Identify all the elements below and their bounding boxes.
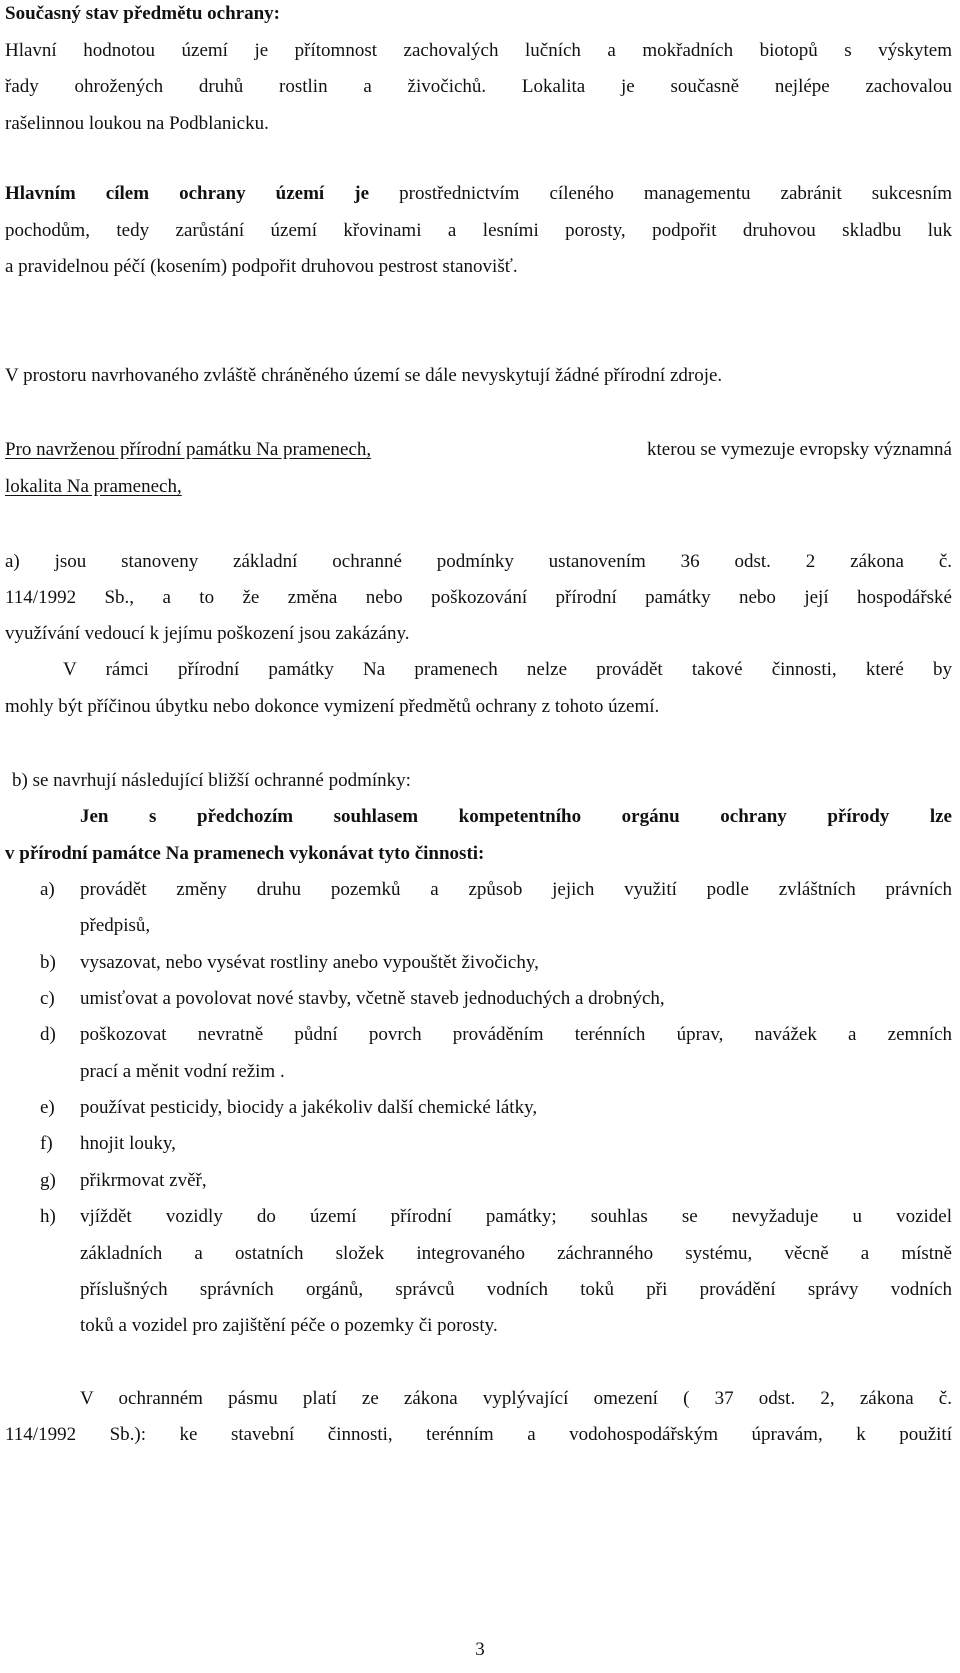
list-item-line: příslušných správních orgánů, správců vodních toků při provádění správy vodních [80,1279,952,1300]
list-marker: a) [40,879,55,900]
paragraph-line: V prostoru navrhovaného zvláště chráněného území se dále nevyskytují žádné přírodní zdroje. [5,365,723,386]
paragraph-line: rašelinnou loukou na Podblanicku. [5,113,269,134]
list-marker: f) [40,1133,53,1154]
conditions-intro: b) se navrhují následující bližší ochranné podmínky: [12,770,411,791]
list-item-line: vysazovat, nebo vysévat rostliny anebo vypouštět živočichy, [80,952,539,973]
goal-line-1-rest: prostřednictvím cíleného managementu zabránit sukcesním [369,183,952,204]
list-marker: d) [40,1024,56,1045]
paragraph-line: mohly být příčinou úbytku nebo dokonce vymizení předmětů ochrany z tohoto území. [5,696,660,717]
goal-line-1 [5,184,952,203]
pp-line-2-underlined: lokalita Na pramenech, [5,476,182,497]
paragraph-line: a pravidelnou péčí (kosením) podpořit druhovou pestrost stanovišť. [5,256,518,277]
list-marker: g) [40,1170,56,1191]
list-item-line: umisťovat a povolovat nové stavby, včetně staveb jednoduchých a drobných, [80,988,665,1009]
list-item-line: provádět změny druhu pozemků a způsob jejich využití podle zvláštních právních [80,879,952,900]
list-item-line: hnojit louky, [80,1133,176,1154]
goal-bold-lead: Hlavním cílem ochrany území je [5,183,370,204]
list-marker: e) [40,1097,55,1118]
list-item-line: přikrmovat zvěř, [80,1170,207,1191]
paragraph-line: řady ohrožených druhů rostlin a živočichů. Lokalita je současně nejlépe zachovalou [5,76,952,97]
list-marker: c) [40,988,55,1009]
conditions-bold-line-1: Jen s předchozím souhlasem kompetentního orgánu ochrany přírody lze [80,806,952,827]
list-item-line: vjíždět vozidly do území přírodní památky; souhlas se nevyžaduje u vozidel [80,1206,952,1227]
list-marker: h) [40,1206,56,1227]
list-item-line: poškozovat nevratně půdní povrch prováděním terénních úprav, navážek a zemních [80,1024,952,1045]
pp-line-1-rest: kterou se vymezuje evropsky významná [647,439,952,460]
paragraph-line: 114/1992 Sb.): ke stavební činnosti, terénním a vodohospodářským úpravám, k použití [5,1424,952,1445]
page-number: 3 [475,1639,485,1660]
pp-line-1 [5,440,952,459]
list-item-line: toků a vozidel pro zajištění péče o pozemky či porosty. [80,1315,498,1336]
list-marker: b) [40,952,56,973]
paragraph-line: využívání vedoucí k jejímu poškození jsou zakázány. [5,623,410,644]
paragraph-line: 114/1992 Sb., a to že změna nebo poškozování přírodní památky nebo její hospodářské [5,587,952,608]
paragraph-line: V rámci přírodní památky Na pramenech nelze provádět takové činnosti, které by [63,659,952,680]
list-item-line: prací a měnit vodní režim . [80,1061,285,1082]
list-item-line: základních a ostatních složek integrovaného záchranného systému, věcně a místně [80,1243,952,1264]
conditions-bold-line-2: v přírodní památce Na pramenech vykonávat tyto činnosti: [5,843,485,864]
list-item-line: používat pesticidy, biocidy a jakékoliv další chemické látky, [80,1097,538,1118]
paragraph-line: Hlavní hodnotou území je přítomnost zachovalých lučních a mokřadních biotopů s výskytem [5,40,952,61]
paragraph-line: pochodům, tedy zarůstání území křovinami a lesními porosty, podpořit druhovou skladbu luk [5,220,952,241]
section-heading: Současný stav předmětu ochrany: [5,3,280,24]
paragraph-line: V ochranném pásmu platí ze zákona vyplývající omezení ( 37 odst. 2, zákona č. [80,1388,952,1409]
list-item-line: předpisů, [80,915,151,936]
pp-name-underlined: Pro navrženou přírodní památku Na pramenech, [5,439,372,460]
paragraph-line: a) jsou stanoveny základní ochranné podmínky ustanovením 36 odst. 2 zákona č. [5,551,952,572]
